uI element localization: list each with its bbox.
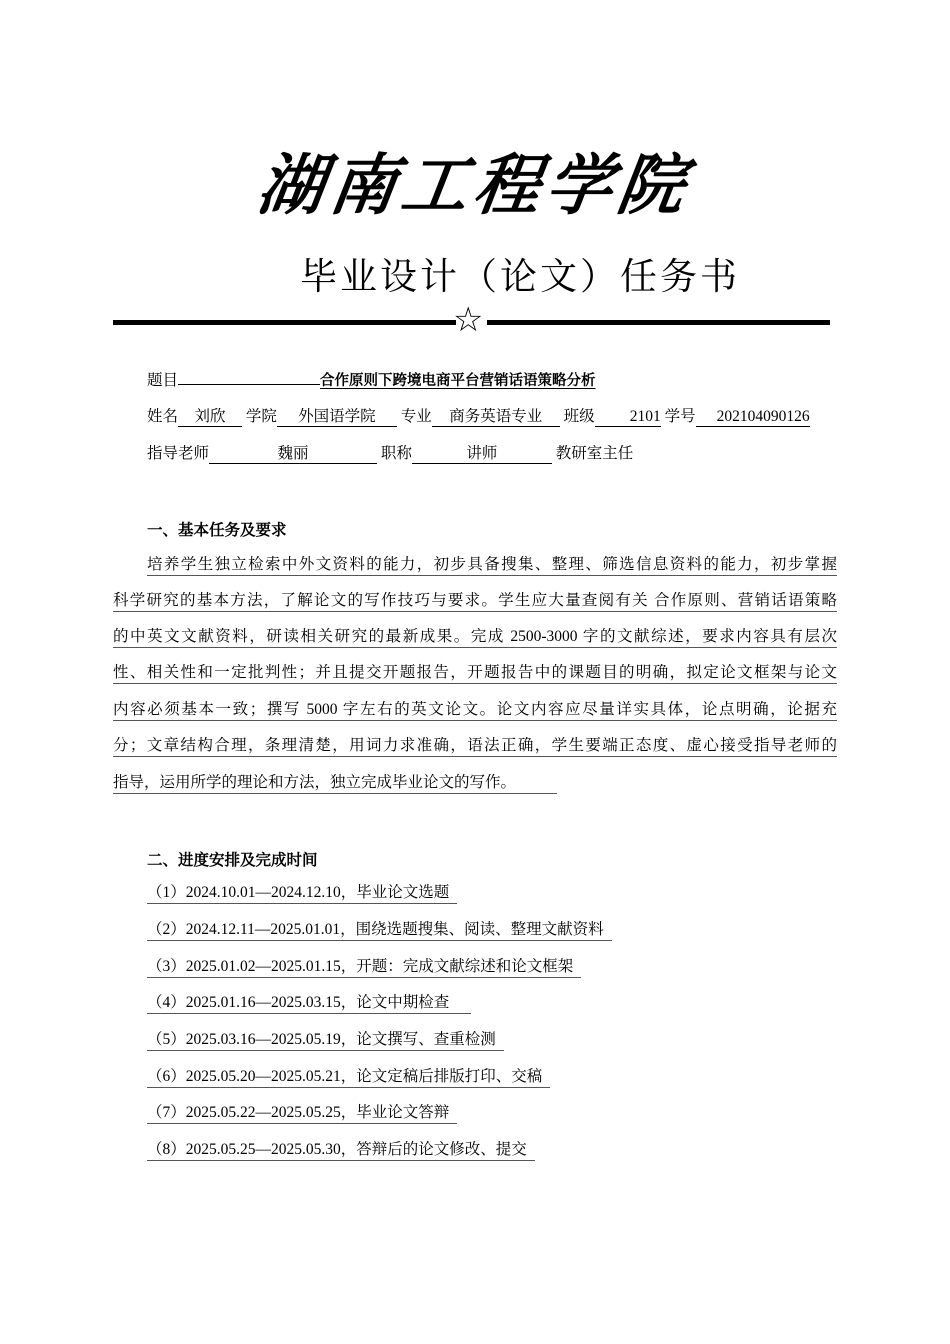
class-label: 班级 bbox=[563, 408, 595, 425]
document-title: 毕业设计（论文）任务书 bbox=[300, 255, 740, 298]
position-value: 教研室主任 bbox=[555, 445, 634, 462]
title-divider-left bbox=[113, 320, 456, 325]
topic-value: 合作原则下跨境电商平台营销话语策略分析 bbox=[320, 373, 596, 389]
school-calligraphy-logo: 湖南工程学院 bbox=[252, 146, 696, 224]
paragraph-line: 的中英文文献资料，研读相关研究的最新成果。完成 2500-3000 字的文献综述，要求内容具有层次 bbox=[113, 627, 837, 648]
title-divider-right bbox=[487, 320, 830, 325]
paragraph-line: 培养学生独立检索中外文资料的能力，初步具备搜集、整理、筛选信息资料的能力，初步掌握 bbox=[147, 555, 837, 576]
college-value: 外国语学院 bbox=[277, 408, 397, 427]
id-label: 学号 bbox=[664, 408, 696, 425]
advisor-value: 魏丽 bbox=[209, 445, 377, 464]
schedule-item: （2）2024.12.11—2025.01.01，围绕选题搜集、阅读、整理文献资料 bbox=[147, 920, 612, 941]
schedule-item: （6）2025.05.20—2025.05.21，论文定稿后排版打印、交稿 bbox=[147, 1067, 550, 1088]
rank-value: 讲师 bbox=[412, 445, 552, 464]
id-value: 202104090126 bbox=[696, 408, 810, 427]
college-label: 学院 bbox=[245, 408, 277, 425]
paragraph-line: 分；文章结构合理，条理清楚，用词力求准确，语法正确，学生要端正态度、虚心接受指导老师的 bbox=[113, 736, 837, 757]
schedule-item: （3）2025.01.02—2025.01.15，开题：完成文献综述和论文框架 bbox=[147, 957, 581, 978]
paragraph-line: 内容必须基本一致；撰写 5000 字左右的英文论文。论文内容应尽量详实具体，论点明确，论据充 bbox=[113, 700, 837, 721]
student-info-row bbox=[147, 407, 810, 427]
schedule-item: （5）2025.03.16—2025.05.19，论文撰写、查重检测 bbox=[147, 1030, 504, 1051]
paragraph-line: 科学研究的基本方法，了解论文的写作技巧与要求。学生应大量查阅有关 合作原则、营销话语策略 bbox=[113, 591, 837, 612]
schedule-item: （1）2024.10.01—2024.12.10，毕业论文选题 bbox=[147, 883, 457, 904]
paragraph-line: 性、相关性和一定批判性；并且提交开题报告，开题报告中的课题目的明确，拟定论文框架与论文 bbox=[113, 663, 837, 684]
section2-heading: 二、进度安排及完成时间 bbox=[147, 851, 318, 869]
schedule-item: （4）2025.01.16—2025.03.15，论文中期检查 bbox=[147, 993, 471, 1014]
advisor-row bbox=[147, 444, 633, 464]
advisor-label: 指导老师 bbox=[147, 445, 210, 462]
schedule-item: （7）2025.05.22—2025.05.25，毕业论文答辩 bbox=[147, 1103, 457, 1124]
class-value: 2101 bbox=[595, 408, 661, 427]
topic-blank bbox=[178, 384, 320, 385]
major-label: 专业 bbox=[400, 408, 432, 425]
section1-heading: 一、基本任务及要求 bbox=[147, 521, 287, 539]
name-label: 姓名 bbox=[147, 408, 179, 425]
star-icon: ☆ bbox=[453, 302, 484, 339]
paragraph-line: 指导，运用所学的理论和方法，独立完成毕业论文的写作。 bbox=[113, 773, 557, 794]
major-value: 商务英语专业 bbox=[432, 408, 560, 427]
topic-row bbox=[147, 371, 596, 391]
rank-label: 职称 bbox=[380, 445, 412, 462]
schedule-item: （8）2025.05.25—2025.05.30，答辩后的论文修改、提交 bbox=[147, 1140, 535, 1161]
name-value: 刘欣 bbox=[178, 408, 242, 427]
topic-label: 题目 bbox=[147, 372, 179, 389]
